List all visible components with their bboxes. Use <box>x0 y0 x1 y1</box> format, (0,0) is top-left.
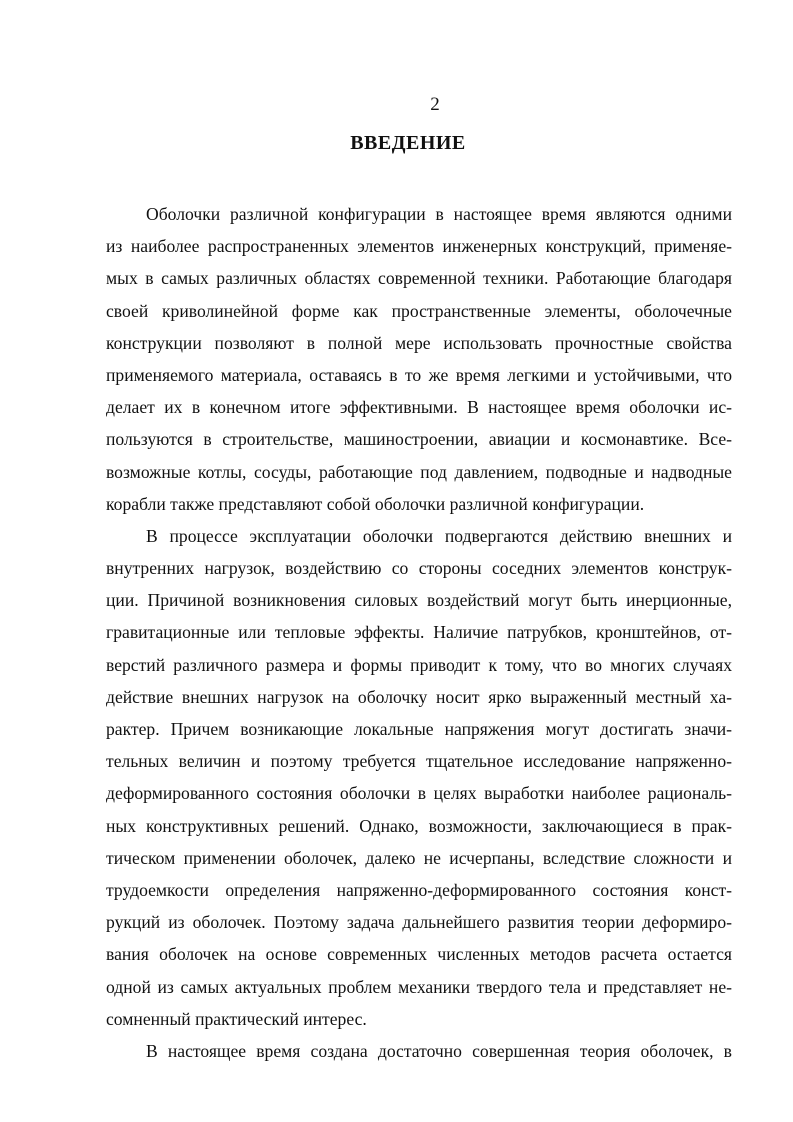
text-line: ции. Причиной возникновения силовых воздействий могут быть инерционные, <box>106 590 732 611</box>
text-line: применяемого материала, оставаясь в то же время легкими и устойчивыми, что <box>106 364 732 385</box>
text-line: верстий различного размера и формы приводит к тому, что во многих случаях <box>106 654 732 675</box>
text-line: гравитационные или тепловые эффекты. Наличие патрубков, кронштейнов, от- <box>106 622 732 643</box>
text-line: пользуются в строительстве, машиностроении, авиации и космонавтике. Все- <box>106 429 732 450</box>
text-line: ных конструктивных решений. Однако, возможности, заключающиеся в прак- <box>106 815 732 836</box>
text-line: внутренних нагрузок, воздействию со стороны соседних элементов конструк- <box>106 558 732 579</box>
text-line: одной из самых актуальных проблем механики твердого тела и представляет не- <box>106 976 732 997</box>
text-line: В настоящее время создана достаточно совершенная теория оболочек, в <box>146 1040 732 1061</box>
text-line: мых в самых различных областях современной техники. Работающие благодаря <box>106 268 732 289</box>
page-title: ВВЕДЕНИЕ <box>350 132 466 154</box>
text-line: Оболочки различной конфигурации в настоящее время являются одними <box>146 204 732 224</box>
text-line: деформированного состояния оболочки в целях выработки наиболее рациональ- <box>106 783 732 804</box>
text-line: возможные котлы, сосуды, работающие под давлением, подводные и надводные <box>106 461 732 482</box>
text-line: действие внешних нагрузок на оболочку носит ярко выраженный местный ха- <box>106 686 732 707</box>
text-line: делает их в конечном итоге эффективными. В настоящее время оболочки ис- <box>106 397 732 418</box>
text-line: конструкции позволяют в полной мере использовать прочностные свойства <box>106 332 732 353</box>
text-line: рактер. Причем возникающие локальные напряжения могут достигать значи- <box>106 719 732 739</box>
text-line: вания оболочек на основе современных численных методов расчета остается <box>106 944 732 965</box>
text-line: сомненный практический интерес. <box>106 1008 367 1029</box>
text-line: своей криволинейной форме как пространственные элементы, оболочечные <box>106 300 732 321</box>
page-number: 2 <box>430 94 440 115</box>
text-line: корабли также представляют собой оболочки различной конфигурации. <box>106 493 645 514</box>
text-line: тическом применении оболочек, далеко не исчерпаны, вследствие сложности и <box>106 847 732 868</box>
body-text <box>106 198 732 1067</box>
text-line: В процессе эксплуатации оболочки подвергаются действию внешних и <box>146 525 732 546</box>
text-line: трудоемкости определения напряженно-деформированного состояния конст- <box>106 879 732 900</box>
text-line: тельных величин и поэтому требуется тщательное исследование напряженно- <box>106 751 732 772</box>
paragraph <box>106 198 732 520</box>
paragraph <box>106 520 732 1035</box>
paragraph <box>106 1035 732 1067</box>
text-line: рукций из оболочек. Поэтому задача дальнейшего развития теории деформиро- <box>106 912 732 933</box>
text-line: из наиболее распространенных элементов инженерных конструкций, применяе- <box>106 236 732 257</box>
